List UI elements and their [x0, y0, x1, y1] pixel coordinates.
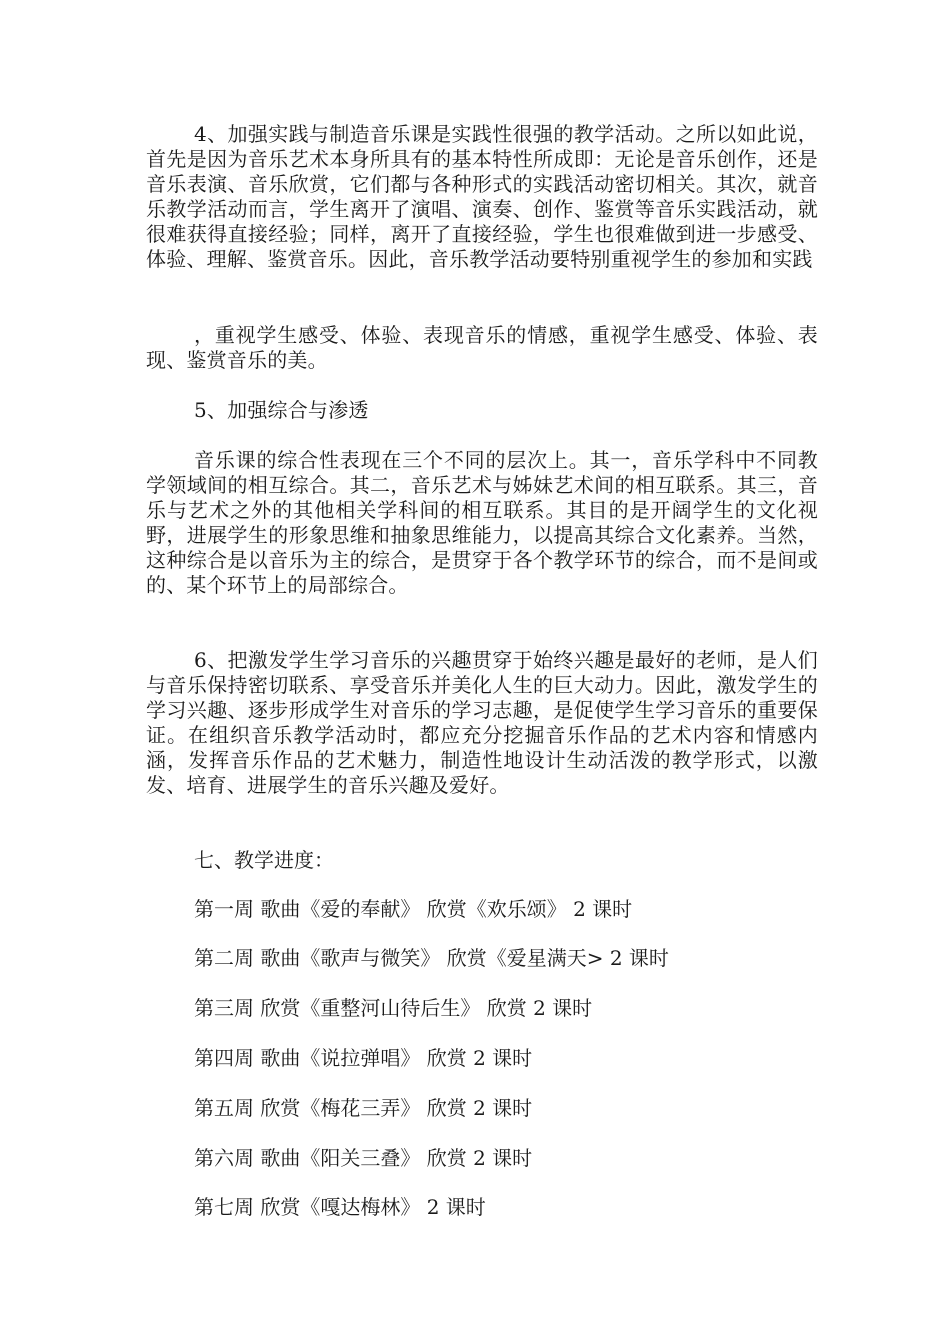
- paragraph-integration-heading: 5、加强综合与渗透: [194, 398, 369, 422]
- schedule-week-5: 第五周 欣赏《梅花三弄》 欣赏 2 课时: [194, 1096, 533, 1120]
- schedule-week-2: 第二周 歌曲《歌声与微笑》 欣赏《爱星满天> 2 课时: [194, 946, 669, 970]
- schedule-week-1: 第一周 歌曲《爱的奉献》 欣赏《欢乐颂》 2 课时: [194, 897, 633, 921]
- paragraph-interest: 6、把激发学生学习音乐的兴趣贯穿于始终兴趣是最好的老师，是人们与音乐保持密切联系、享受音乐并美化人生的巨大动力。因此，激发学生的学习兴趣、逐步形成学生对音乐的学习志趣，是促使学生学习音乐的重要保证。在组织音乐教学活动时，都应充分挖掘音乐作品的艺术内容和情感内涵，发挥音乐作品的艺术魅力，制造性地设计生动活泼的教学形式，以激发、培育、进展学生的音乐兴趣及爱好。: [146, 648, 818, 797]
- paragraph-practice-continued: ，重视学生感受、体验、表现音乐的情感，重视学生感受、体验、表现、鉴赏音乐的美。: [146, 323, 818, 372]
- schedule-week-3: 第三周 欣赏《重整河山待后生》 欣赏 2 课时: [194, 996, 593, 1020]
- schedule-week-4: 第四周 歌曲《说拉弹唱》 欣赏 2 课时: [194, 1046, 533, 1070]
- schedule-week-7: 第七周 欣赏《嘎达梅林》 2 课时: [194, 1195, 486, 1219]
- schedule-heading: 七、教学进度：: [194, 848, 334, 872]
- schedule-week-6: 第六周 歌曲《阳关三叠》 欣赏 2 课时: [194, 1146, 533, 1170]
- paragraph-integration-body: 音乐课的综合性表现在三个不同的层次上。其一，音乐学科中不同教学领域间的相互综合。其二，音乐艺术与姊妹艺术间的相互联系。其三，音乐与艺术之外的其他相关学科间的相互联系。其目的是开阔学生的文化视野，进展学生的形象思维和抽象思维能力，以提高其综合文化素养。当然，这种综合是以音乐为主的综合，是贯穿于各个教学环节的综合，而不是间或的、某个环节上的局部综合。: [146, 448, 818, 597]
- paragraph-practice-creation: 4、加强实践与制造音乐课是实践性很强的教学活动。之所以如此说，首先是因为音乐艺术本身所具有的基本特性所成即：无论是音乐创作，还是音乐表演、音乐欣赏，它们都与各种形式的实践活动密切相关。其次，就音乐教学活动而言，学生离开了演唱、演奏、创作、鉴赏等音乐实践活动，就很难获得直接经验；同样，离开了直接经验，学生也很难做到进一步感受、体验、理解、鉴赏音乐。因此，音乐教学活动要特别重视学生的参加和实践: [146, 122, 818, 271]
